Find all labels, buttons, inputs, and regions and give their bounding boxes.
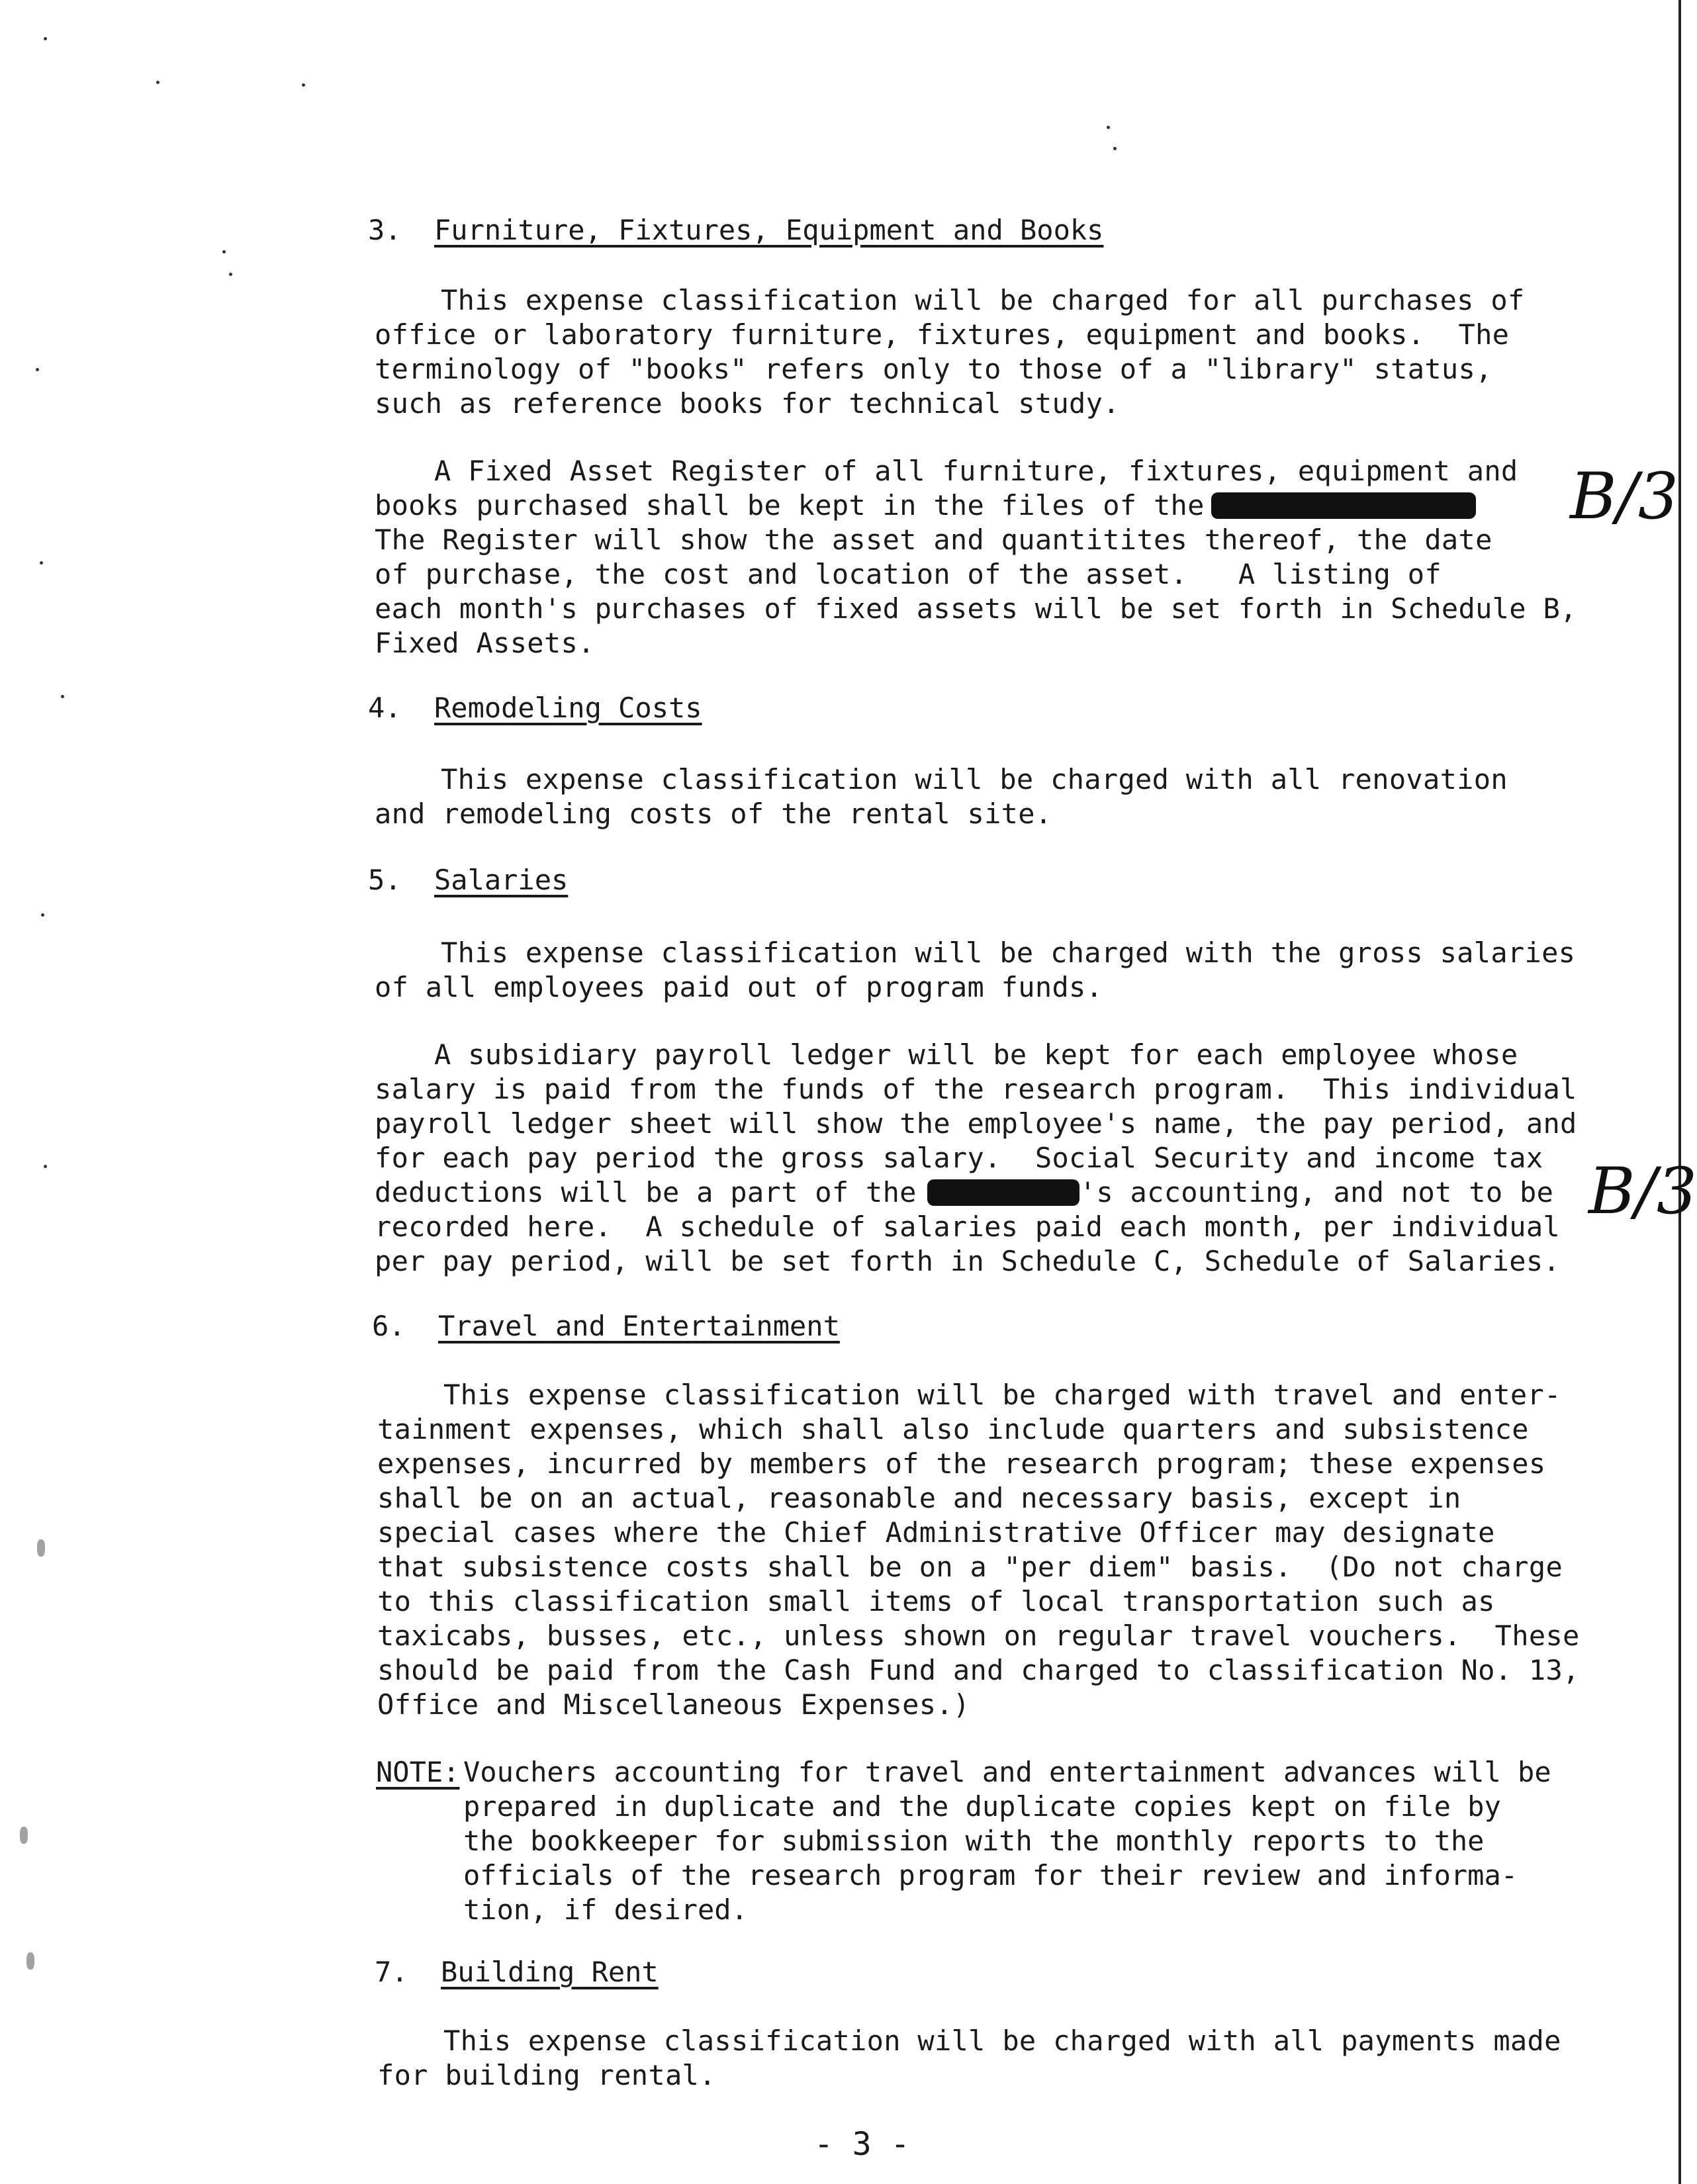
text-line: officials of the research program for their review and informa- <box>463 1859 1518 1891</box>
text-line: 's accounting, and not to be <box>1079 1176 1554 1208</box>
handwritten-margin-note: B/3 <box>1570 459 1678 533</box>
scan-speck <box>156 81 160 84</box>
text-line: of all employees paid out of program funds. <box>375 971 1103 1003</box>
page-number: - 3 - <box>814 2126 910 2163</box>
text-line: This expense classification will be charged for all purchases of <box>441 284 1525 316</box>
text-line: tainment expenses, which shall also include quarters and subsistence <box>377 1413 1529 1445</box>
redaction-block <box>927 1179 1079 1206</box>
text-line: terminology of "books" refers only to those of a "library" status, <box>375 353 1492 385</box>
text-line: and remodeling costs of the rental site. <box>375 797 1052 830</box>
paragraph <box>375 762 1508 831</box>
scan-speck <box>302 83 305 87</box>
scan-speck <box>229 273 232 276</box>
paragraph <box>375 454 1577 660</box>
text-line: Vouchers accounting for travel and entertainment advances will be <box>463 1756 1551 1788</box>
section-heading <box>368 691 702 725</box>
section-number: 7. <box>375 1956 408 1988</box>
text-line: This expense classification will be charged with the gross salaries <box>441 936 1576 969</box>
text-line: salary is paid from the funds of the research program. This individual <box>375 1073 1577 1105</box>
text-line: This expense classification will be charged with all renovation <box>441 763 1508 796</box>
text-line: to this classification small items of local transportation such as <box>377 1585 1495 1617</box>
text-line: should be paid from the Cash Fund and charged to classification No. 13, <box>377 1654 1580 1686</box>
paragraph <box>375 283 1525 421</box>
scan-speck <box>40 561 43 565</box>
redaction-block <box>1211 492 1476 519</box>
section-number: 5. <box>368 864 402 896</box>
scan-speck <box>20 1827 28 1844</box>
text-line: shall be on an actual, reasonable and necessary basis, except in <box>377 1482 1461 1514</box>
section-heading <box>375 1955 659 1989</box>
section-heading <box>372 1309 840 1343</box>
text-line: for building rental. <box>377 2059 716 2091</box>
section-number: 4. <box>368 692 402 724</box>
scan-speck <box>26 1952 34 1970</box>
scan-speck <box>41 913 44 917</box>
text-line: expenses, incurred by members of the research program; these expenses <box>377 1447 1546 1480</box>
section-heading <box>368 213 1103 248</box>
paragraph <box>377 1378 1580 1722</box>
text-line: special cases where the Chief Administrative Officer may designate <box>377 1516 1495 1549</box>
text-line: A subsidiary payroll ledger will be kept for each employee whose <box>434 1038 1518 1071</box>
text-line: books purchased shall be kept in the files of the <box>375 489 1205 522</box>
note-body <box>463 1755 1551 1927</box>
section-number: 3. <box>368 214 402 246</box>
text-line: recorded here. A schedule of salaries paid each month, per individual <box>375 1210 1561 1243</box>
text-line: prepared in duplicate and the duplicate copies kept on file by <box>463 1790 1501 1823</box>
section-title: Remodeling Costs <box>434 692 702 724</box>
section-number: 6. <box>372 1310 406 1342</box>
scan-speck <box>44 1165 47 1168</box>
scan-speck <box>1113 147 1117 150</box>
scan-speck <box>1107 126 1110 129</box>
paragraph <box>377 2024 1561 2093</box>
section-title: Building Rent <box>441 1956 659 1988</box>
section-title: Travel and Entertainment <box>438 1310 840 1342</box>
section-title: Furniture, Fixtures, Equipment and Books <box>434 214 1104 246</box>
text-line: A Fixed Asset Register of all furniture, fixtures, equipment and <box>434 455 1518 487</box>
scan-edge <box>1678 0 1681 2184</box>
text-line: Fixed Assets. <box>375 627 595 659</box>
text-line: This expense classification will be charged with travel and enter- <box>443 1379 1561 1411</box>
text-line: deductions will be a part of the <box>375 1176 917 1208</box>
text-line: for each pay period the gross salary. Social Security and income tax <box>375 1142 1543 1174</box>
paragraph <box>375 936 1575 1005</box>
text-line: that subsistence costs shall be on a "per diem" basis. (Do not charge <box>377 1551 1563 1583</box>
text-line: per pay period, will be set forth in Schedule C, Schedule of Salaries. <box>375 1245 1561 1277</box>
text-line: taxicabs, busses, etc., unless shown on regular travel vouchers. These <box>377 1619 1580 1652</box>
scan-speck <box>37 1539 45 1557</box>
section-heading <box>368 863 568 897</box>
text-line: Office and Miscellaneous Expenses.) <box>377 1688 970 1721</box>
text-line: payroll ledger sheet will show the employee's name, the pay period, and <box>375 1107 1577 1140</box>
scan-speck <box>61 695 64 698</box>
scan-speck <box>36 368 39 371</box>
text-line: each month's purchases of fixed assets will be set forth in Schedule B, <box>375 592 1577 625</box>
text-line: such as reference books for technical study. <box>375 387 1120 420</box>
scan-speck <box>222 250 226 253</box>
text-line: the bookkeeper for submission with the monthly reports to the <box>463 1825 1485 1857</box>
handwritten-margin-note: B/3 <box>1588 1154 1697 1228</box>
paragraph <box>375 1038 1577 1279</box>
text-line: The Register will show the asset and quantitites thereof, the date <box>375 523 1492 556</box>
note-label: NOTE: <box>376 1756 460 1788</box>
text-line: This expense classification will be charged with all payments made <box>443 2025 1561 2057</box>
section-title: Salaries <box>434 864 569 896</box>
text-line: of purchase, the cost and location of the asset. A listing of <box>375 558 1442 590</box>
scan-speck <box>44 37 47 40</box>
text-line: office or laboratory furniture, fixtures, equipment and books. The <box>375 318 1510 351</box>
text-line: tion, if desired. <box>463 1893 748 1926</box>
